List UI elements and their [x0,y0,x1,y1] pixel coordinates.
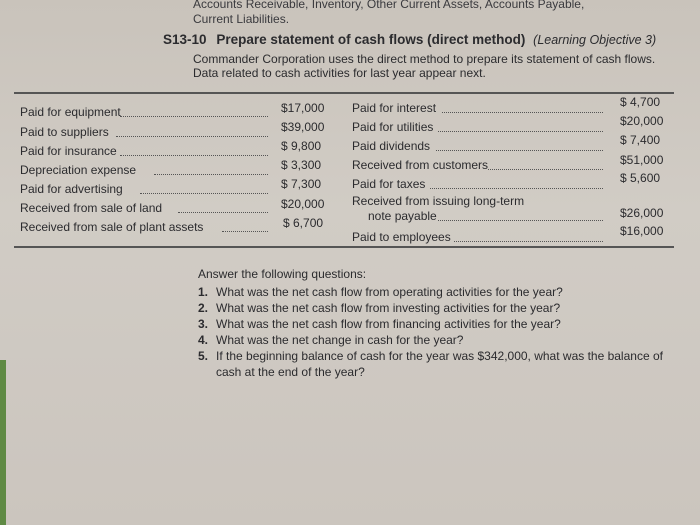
item-amount: $16,000 [620,224,664,238]
exercise-heading: Prepare statement of cash flows (direct method) [216,32,526,47]
item-label: Paid for interest [352,101,437,115]
leader-dots [438,220,603,221]
left-row-sale-of-plant-assets [20,220,272,234]
item-amount: $ 3,300 [281,158,322,172]
left-row-depreciation [20,163,272,177]
previous-section-snippet [193,0,584,27]
item-amount: $20,000 [620,114,664,128]
item-amount: $26,000 [620,206,664,220]
leader-dots [140,193,268,194]
leader-dots [436,150,603,151]
item-label: Depreciation expense [20,163,137,177]
right-row-long-term-note [352,194,607,208]
leader-dots [438,131,603,132]
snippet-line-1: Accounts Receivable, Inventory, Other Current Assets, Accounts Payable, [193,0,585,11]
item-label-continued: note payable [368,209,437,223]
item-amount: $ 7,400 [620,133,661,147]
item-amount: $ 4,700 [620,95,661,109]
exercise-number: S13-10 [163,32,207,47]
right-row-dividends [352,139,607,153]
question-text: What was the net cash flow from investing activities for the year? [216,301,561,315]
item-label: Paid to suppliers [20,125,109,139]
item-label: Received from sale of land [20,201,163,215]
question-text: If the beginning balance of cash for the year was $342,000, what was the balance of cash at the end of the year? [216,349,663,379]
leader-dots [430,188,603,189]
item-label: Paid to employees [352,230,451,244]
question-item [198,316,678,332]
leader-dots [442,112,603,113]
item-amount: $ 6,700 [283,216,324,230]
learning-objective: (Learning Objective 3) [533,33,657,47]
leader-dots [120,116,268,117]
book-edge [0,360,6,525]
item-label: Paid for advertising [20,182,123,196]
item-label: Paid for equipment [20,105,121,119]
leader-dots [154,174,268,175]
question-number: 5. [198,349,209,363]
question-item [198,300,678,316]
question-number: 4. [198,333,209,347]
question-text: What was the net change in cash for the year? [216,333,464,347]
item-label: Paid for insurance [20,144,117,158]
right-row-taxes [352,177,607,191]
table-top-rule [14,92,674,94]
item-label: Received from customers [352,158,489,172]
item-amount: $51,000 [620,153,664,167]
question-number: 2. [198,301,209,315]
right-row-long-term-note-cont [368,209,607,223]
item-amount: $ 5,600 [620,171,661,185]
leader-dots [222,231,268,232]
exercise-title [163,32,656,47]
question-text: What was the net cash flow from operating activities for the year? [216,285,563,299]
questions-intro: Answer the following questions: [198,267,367,281]
item-amount: $ 7,300 [281,177,322,191]
item-label: Paid for utilities [352,120,434,134]
leader-dots [116,136,268,137]
questions-list [198,284,678,380]
question-item [198,332,678,348]
right-row-interest [352,101,607,115]
item-label: Received from sale of plant assets [20,220,204,234]
question-item [198,284,678,300]
question-text: What was the net cash flow from financing activities for the year? [216,317,561,331]
item-amount: $ 9,800 [281,139,322,153]
left-row-equipment [20,105,272,119]
left-row-sale-of-land [20,201,272,215]
item-label: Received from issuing long-term [352,194,525,208]
leader-dots [178,212,268,213]
right-row-employees [352,230,607,244]
right-row-utilities [352,120,607,134]
question-item [198,348,678,380]
item-label: Paid dividends [352,139,431,153]
item-amount: $20,000 [281,197,325,211]
snippet-line-2: Current Liabilities. [193,12,290,26]
item-amount: $39,000 [281,120,325,134]
questions-section [198,266,678,380]
left-row-insurance [20,144,272,158]
table-bottom-rule [14,246,674,248]
leader-dots [454,241,603,242]
question-number: 3. [198,317,209,331]
exercise-intro: Commander Corporation uses the direct method to prepare its statement of cash flows. Data related to cash activities for last year appear next. [193,52,656,80]
item-amount: $17,000 [281,101,325,115]
left-row-suppliers [20,125,272,139]
item-label: Paid for taxes [352,177,426,191]
right-row-customers [352,158,607,172]
question-number: 1. [198,285,209,299]
leader-dots [488,169,603,170]
left-row-advertising [20,182,272,196]
leader-dots [120,155,268,156]
